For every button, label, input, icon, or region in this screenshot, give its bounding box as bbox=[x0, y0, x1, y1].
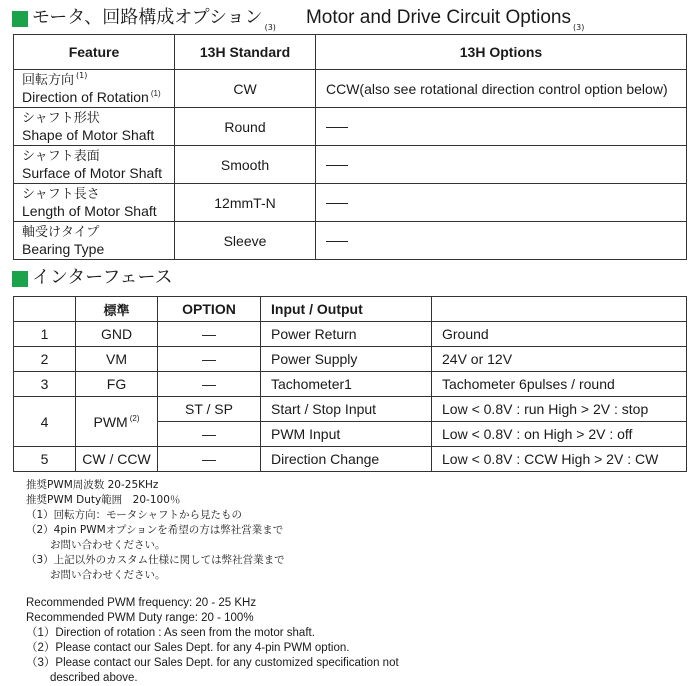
section-heading-options: モータ、回路構成オプション (3) Motor and Drive Circuit Options (3) bbox=[12, 8, 584, 28]
note-line: （2）Please contact our Sales Dept. for any 4-pin PWM option. bbox=[26, 642, 350, 654]
header-standard: 標準 bbox=[76, 297, 158, 322]
feature-cell bbox=[14, 184, 175, 222]
dash-mark bbox=[326, 127, 348, 128]
green-square-icon bbox=[12, 11, 28, 27]
pin-number: 5 bbox=[14, 447, 76, 472]
pin-number: 3 bbox=[14, 372, 76, 397]
pin-option: — bbox=[158, 347, 261, 372]
pin-description: Low < 0.8V : on High > 2V : off bbox=[432, 422, 687, 447]
standard-value: CW bbox=[175, 70, 316, 108]
note-line: 推奨PWM周波数 20-25KHz bbox=[26, 479, 159, 491]
pin-description: 24V or 12V bbox=[432, 347, 687, 372]
pin-option: — bbox=[158, 322, 261, 347]
standard-value: 12mmT-N bbox=[175, 184, 316, 222]
option-value: CCW(also see rotational direction control option below) bbox=[316, 70, 687, 108]
interface-header-row bbox=[14, 297, 687, 322]
section-title-jp: インターフェース bbox=[32, 267, 173, 288]
pin-io: Power Return bbox=[261, 322, 432, 347]
table-row bbox=[14, 70, 687, 108]
dash-mark bbox=[326, 165, 348, 166]
standard-value: Smooth bbox=[175, 146, 316, 184]
section-title-jp: モータ、回路構成オプション bbox=[32, 7, 263, 28]
table-row bbox=[14, 184, 687, 222]
table-row bbox=[14, 222, 687, 260]
notes-jp bbox=[26, 478, 285, 583]
table-row bbox=[14, 146, 687, 184]
feature-jp: シャフト表面 bbox=[22, 148, 100, 164]
note-line: （3）Please contact our Sales Dept. for any customized specification not bbox=[26, 657, 399, 669]
option-value bbox=[316, 146, 687, 184]
pin-description: Low < 0.8V : CCW High > 2V : CW bbox=[432, 447, 687, 472]
feature-en: Bearing Type bbox=[22, 240, 105, 257]
green-square-icon bbox=[12, 271, 28, 287]
pin-io: Direction Change bbox=[261, 447, 432, 472]
pin-description: Low < 0.8V : run High > 2V : stop bbox=[432, 397, 687, 422]
feature-jp: 軸受けタイプ bbox=[22, 224, 100, 240]
feature-en-note: (1) bbox=[150, 88, 161, 98]
pin-standard-cell bbox=[76, 397, 158, 447]
options-table bbox=[13, 34, 687, 260]
pin-io: Start / Stop Input bbox=[261, 397, 432, 422]
header-feature: Feature bbox=[14, 35, 175, 70]
table-row bbox=[14, 372, 687, 397]
pin-standard: VM bbox=[76, 347, 158, 372]
pin-io: Power Supply bbox=[261, 347, 432, 372]
pin-standard: GND bbox=[76, 322, 158, 347]
section-heading-interface bbox=[12, 268, 173, 288]
header-number bbox=[14, 297, 76, 322]
pin-option: — bbox=[158, 422, 261, 447]
pin-standard-note: (2) bbox=[129, 413, 140, 423]
note-line: お問い合わせください。 bbox=[50, 569, 166, 581]
pin-description: Ground bbox=[432, 322, 687, 347]
dash-mark bbox=[326, 203, 348, 204]
pin-standard: FG bbox=[76, 372, 158, 397]
pin-io: Tachometer1 bbox=[261, 372, 432, 397]
table-row bbox=[14, 108, 687, 146]
pin-number: 1 bbox=[14, 322, 76, 347]
feature-en: Direction of Rotation bbox=[22, 88, 149, 105]
feature-en: Length of Motor Shaft bbox=[22, 202, 157, 219]
feature-cell bbox=[14, 222, 175, 260]
note-line: Recommended PWM frequency: 20 - 25 KHz bbox=[26, 597, 257, 609]
header-standard: 13H Standard bbox=[175, 35, 316, 70]
dash-mark bbox=[326, 241, 348, 242]
standard-value: Sleeve bbox=[175, 222, 316, 260]
table-row bbox=[14, 322, 687, 347]
option-value bbox=[316, 222, 687, 260]
interface-table bbox=[13, 296, 687, 472]
pin-option: — bbox=[158, 447, 261, 472]
header-description bbox=[432, 297, 687, 322]
note-line: 推奨PWM Duty範囲 20-100％ bbox=[26, 494, 181, 506]
header-input-output: Input / Output bbox=[261, 297, 432, 322]
pin-number: 2 bbox=[14, 347, 76, 372]
table-row bbox=[14, 397, 687, 422]
feature-cell bbox=[14, 108, 175, 146]
option-value bbox=[316, 108, 687, 146]
pin-number: 4 bbox=[14, 397, 76, 447]
table-row bbox=[14, 347, 687, 372]
feature-en: Shape of Motor Shaft bbox=[22, 126, 155, 143]
feature-jp: シャフト長さ bbox=[22, 186, 100, 202]
note-line: （1）Direction of rotation : As seen from the motor shaft. bbox=[26, 627, 315, 639]
pin-standard: CW / CCW bbox=[76, 447, 158, 472]
options-header-row bbox=[14, 35, 687, 70]
feature-jp: シャフト形状 bbox=[22, 110, 100, 126]
option-value bbox=[316, 184, 687, 222]
feature-cell bbox=[14, 70, 175, 108]
note-line: described above. bbox=[50, 672, 138, 684]
pin-io: PWM Input bbox=[261, 422, 432, 447]
note-line: Recommended PWM Duty range: 20 - 100% bbox=[26, 612, 254, 624]
table-row bbox=[14, 447, 687, 472]
notes-en bbox=[26, 596, 399, 686]
feature-cell bbox=[14, 146, 175, 184]
header-option: OPTION bbox=[158, 297, 261, 322]
header-options: 13H Options bbox=[316, 35, 687, 70]
note-line: お問い合わせください。 bbox=[50, 539, 166, 551]
pin-option: ST / SP bbox=[158, 397, 261, 422]
note-line: （1）回転方向：モータシャフトから見たもの bbox=[26, 509, 243, 521]
note-line: （3）上記以外のカスタム仕様に関しては弊社営業まで bbox=[26, 554, 285, 566]
pin-option: — bbox=[158, 372, 261, 397]
feature-en: Surface of Motor Shaft bbox=[22, 164, 163, 181]
feature-jp-note: (1) bbox=[76, 71, 88, 81]
section-title-en: Motor and Drive Circuit Options bbox=[305, 7, 571, 28]
note-line: （2）4pin PWMオプションを希望の方は弊社営業まで bbox=[26, 524, 284, 536]
pin-description: Tachometer 6pulses / round bbox=[432, 372, 687, 397]
feature-jp: 回転方向 bbox=[22, 72, 75, 88]
pin-standard: PWM bbox=[93, 413, 128, 430]
standard-value: Round bbox=[175, 108, 316, 146]
